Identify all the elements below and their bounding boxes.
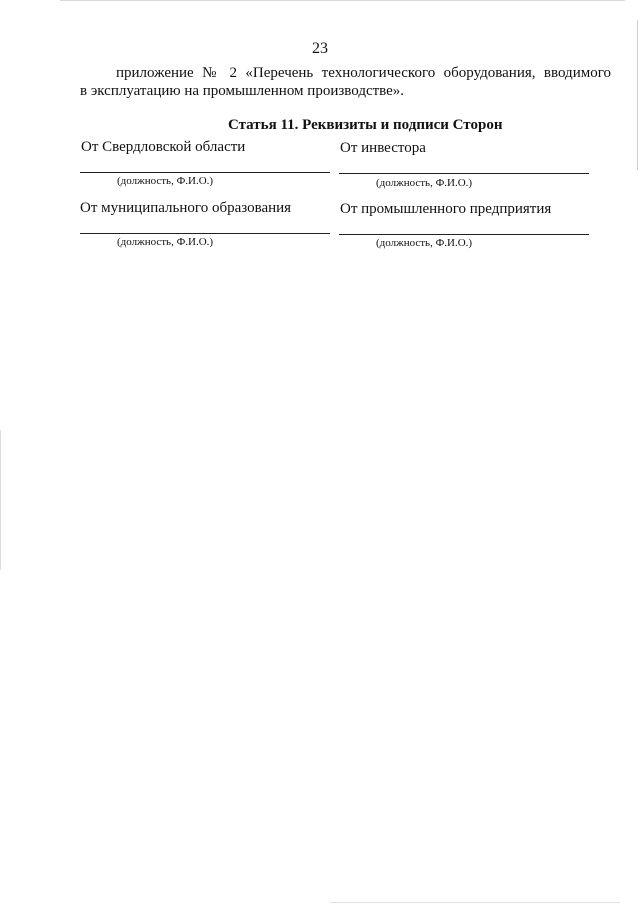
party-label-investor: От инвестора	[340, 140, 426, 156]
party-label-sverdlovsk: От Свердловской области	[81, 139, 246, 155]
party-label-enterprise: От промышленного предприятия	[340, 201, 552, 217]
signature-line-enterprise	[339, 234, 589, 235]
intro-line-1: приложение № 2 «Перечень технологического оборудования, вводимого	[116, 65, 611, 81]
signature-caption-sverdlovsk: (должность, Ф.И.О.)	[117, 175, 214, 187]
scan-edge-bottom	[330, 902, 620, 903]
signature-caption-enterprise: (должность, Ф.И.О.)	[376, 237, 473, 249]
intro-line-2: в эксплуатацию на промышленном производстве».	[80, 83, 405, 99]
page-number: 23	[312, 40, 328, 57]
signature-line-sverdlovsk	[80, 172, 330, 173]
signature-line-municipality	[80, 233, 330, 234]
scan-edge-left	[0, 430, 1, 570]
signature-caption-municipality: (должность, Ф.И.О.)	[117, 236, 214, 248]
intro-paragraph	[80, 64, 611, 100]
party-label-municipality: От муниципального образования	[80, 200, 292, 216]
signature-line-investor	[339, 173, 589, 174]
signature-caption-investor: (должность, Ф.И.О.)	[376, 177, 473, 189]
scan-edge-top	[60, 0, 625, 1]
article-title: Статья 11. Реквизиты и подписи Сторон	[228, 117, 503, 133]
